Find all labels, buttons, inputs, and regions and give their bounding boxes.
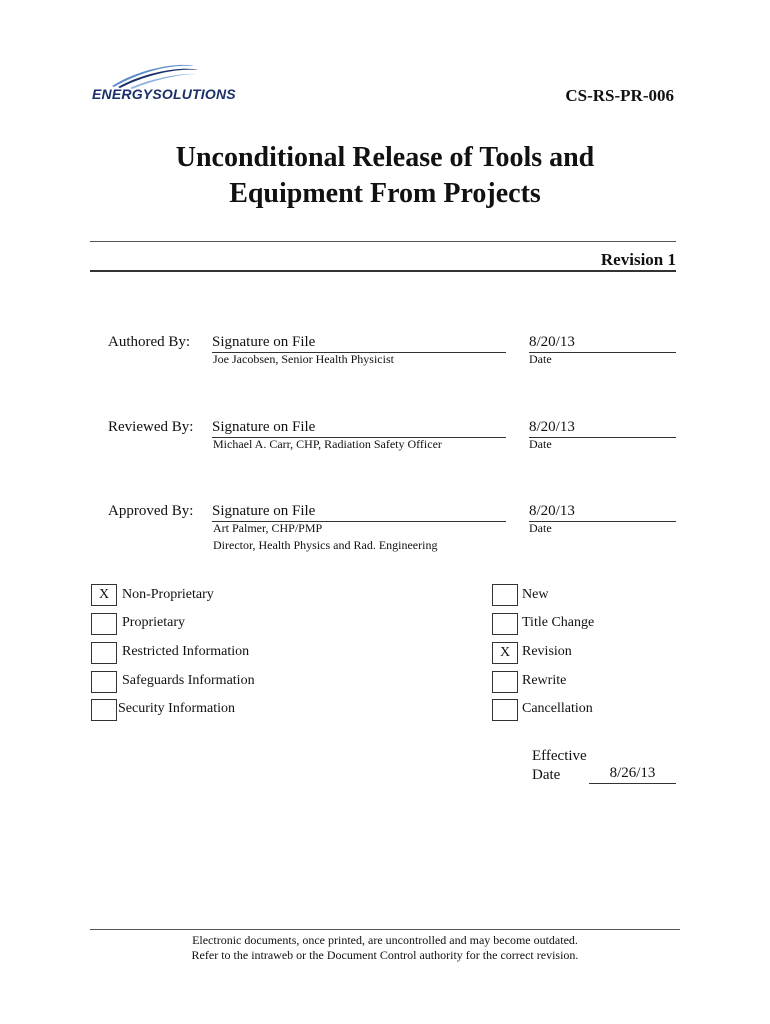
checkbox-cancellation[interactable] (492, 699, 518, 721)
reviewed-name: Michael A. Carr, CHP, Radiation Safety Officer (213, 437, 442, 451)
title-line-1: Unconditional Release of Tools and (175, 142, 595, 173)
effective-date-label (532, 747, 587, 785)
checkbox-proprietary[interactable] (91, 613, 117, 635)
label-cancellation: Cancellation (522, 701, 593, 716)
approved-date-label: Date (529, 521, 552, 535)
label-new: New (522, 587, 549, 602)
authored-date-label: Date (529, 352, 552, 366)
label-proprietary: Proprietary (122, 615, 185, 630)
document-number: CS-RS-PR-006 (565, 86, 674, 105)
checkbox-safeguards-information[interactable] (91, 671, 117, 693)
revision-label: Revision 1 (600, 250, 676, 269)
company-logo (90, 60, 240, 105)
footer-line-1: Electronic documents, once printed, are uncontrolled and may become outdated. (192, 933, 578, 947)
reviewed-date: 8/20/13 (529, 419, 676, 438)
document-title (0, 140, 770, 212)
checkbox-restricted-information[interactable] (91, 642, 117, 664)
logo-text: ENERGYSOLUTIONS (92, 86, 236, 102)
footer-divider (90, 929, 680, 930)
label-restricted-information: Restricted Information (122, 644, 250, 659)
authored-date: 8/20/13 (529, 334, 676, 353)
checkbox-new[interactable] (492, 584, 518, 606)
label-title-change: Title Change (522, 615, 595, 630)
title-line-2: Equipment From Projects (229, 178, 541, 209)
divider-top (90, 241, 676, 242)
effective-label-line-2: Date (532, 767, 561, 783)
effective-label-line-1: Effective (532, 748, 587, 764)
reviewed-date-label: Date (529, 437, 552, 451)
checkbox-security-information[interactable] (91, 699, 117, 721)
label-revision: Revision (522, 644, 572, 659)
footer-notice (0, 933, 770, 963)
label-security-information: Security Information (118, 701, 236, 716)
approved-date: 8/20/13 (529, 503, 676, 522)
checkbox-rewrite[interactable] (492, 671, 518, 693)
authored-name: Joe Jacobsen, Senior Health Physicist (213, 352, 394, 366)
label-non-proprietary: Non-Proprietary (122, 587, 214, 602)
authored-by-label: Authored By: (108, 334, 191, 350)
label-safeguards-information: Safeguards Information (122, 673, 255, 688)
approved-signature: Signature on File (212, 503, 506, 522)
reviewed-by-label: Reviewed By: (108, 419, 194, 435)
effective-date-value: 8/26/13 (589, 765, 676, 784)
approved-by-label: Approved By: (108, 503, 194, 519)
authored-signature: Signature on File (212, 334, 506, 353)
checkbox-non-proprietary[interactable]: X (91, 584, 117, 606)
reviewed-signature: Signature on File (212, 419, 506, 438)
label-rewrite: Rewrite (522, 673, 567, 688)
footer-line-2: Refer to the intraweb or the Document Control authority for the correct revision. (191, 948, 579, 962)
divider-bottom (90, 270, 676, 272)
approved-title: Director, Health Physics and Rad. Engineering (213, 538, 438, 552)
checkbox-title-change[interactable] (492, 613, 518, 635)
checkbox-revision[interactable]: X (492, 642, 518, 664)
approved-name: Art Palmer, CHP/PMP (213, 521, 323, 535)
